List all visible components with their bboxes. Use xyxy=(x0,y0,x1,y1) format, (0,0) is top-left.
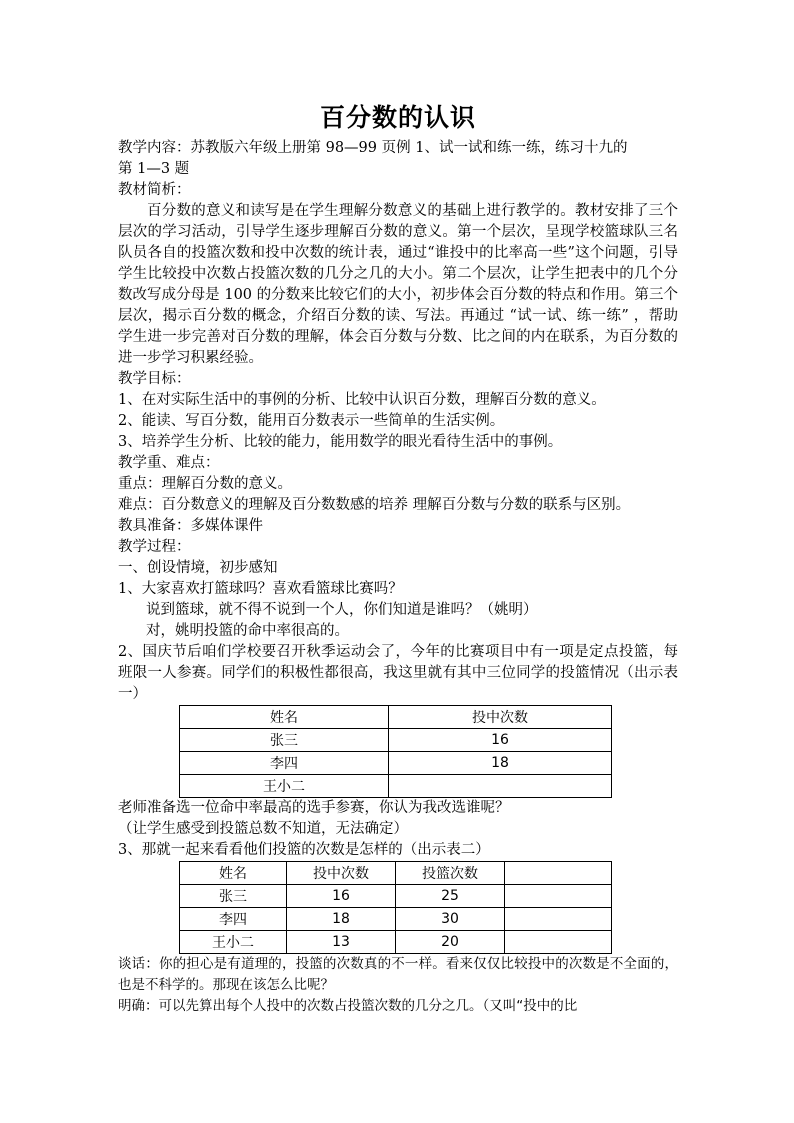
step-detail: 说到篮球，就不得不说到一个人，你们知道是谁吗？（姚明） xyxy=(146,602,538,618)
table-cell: 16 xyxy=(287,885,396,908)
header-cell: 投中次数 xyxy=(389,706,612,729)
goal-item: 3、培养学生分析、比较的能力，能用数学的眼光看待生活中的事例。 xyxy=(118,434,563,450)
table-header-row xyxy=(180,706,612,729)
table-header-row xyxy=(180,862,612,885)
table-cell: 20 xyxy=(396,931,505,954)
table-row xyxy=(180,931,612,954)
table-cell xyxy=(505,908,612,931)
step-item: 1、大家喜欢打篮球吗？喜欢看篮球比赛吗？ xyxy=(118,581,403,597)
section-heading: 一、创设情境，初步感知 xyxy=(118,560,278,576)
header-cell: 姓名 xyxy=(180,706,389,729)
table-cell: 13 xyxy=(287,931,396,954)
table-row xyxy=(180,729,612,752)
table-cell: 25 xyxy=(396,885,505,908)
table-cell: 王小二 xyxy=(180,775,389,798)
table-one xyxy=(179,705,612,798)
header-cell: 姓名 xyxy=(180,862,287,885)
table-two xyxy=(179,861,612,954)
table-row xyxy=(180,908,612,931)
talk-paragraph: 谈话：你的担心是有道理的，投篮的次数真的不一样。看来仅仅比较投中的次数是不全面的，也是不科学的。那现在该怎么比呢？ xyxy=(118,956,678,993)
table-cell xyxy=(505,885,612,908)
table-cell: 30 xyxy=(396,908,505,931)
table-cell: 张三 xyxy=(180,885,287,908)
analysis-paragraph: 百分数的意义和读写是在学生理解分数意义的基础上进行教学的。教材安排了三个层次的学习活动，引导学生逐步理解百分数的意义。第一个层次，呈现学校篮球队三名队员各自的投篮次数和投中次数的统计表，通过“谁投中的比率高一些”这个问题，引导学生比较投中次数占投篮次数的几分之几的大小。第二个层次，让学生把表中的几个分数改写成分母是 100 的分数来比较它们的大小，初步体会百分数的特点和作用。第三个层次，揭示百分数的概念，介绍百分数的读、写法。再通过 “试一试、练一练” ，帮助学生进一步完善对百分数的理解，体会百分数与分数、比之间的内在联系，为百分数的进一步学习积累经验。 xyxy=(118,203,678,366)
step-item: 2、国庆节后咱们学校要召开秋季运动会了，今年的比赛项目中有一项是定点投篮，每班限一人参赛。同学们的积极性都很高，我这里就有其中三位同学的投篮情况（出示表一） xyxy=(118,644,678,702)
difficulty: 难点：百分数意义的理解及百分数数感的培养 理解百分数与分数的联系与区别。 xyxy=(118,497,631,513)
teacher-note: （让学生感受到投篮总数不知道，无法确定） xyxy=(118,821,408,837)
table-cell: 王小二 xyxy=(180,931,287,954)
header-cell xyxy=(505,862,612,885)
table-cell: 李四 xyxy=(180,908,287,931)
table-cell: 李四 xyxy=(180,752,389,775)
process-heading: 教学过程： xyxy=(118,539,191,555)
table-cell: 张三 xyxy=(180,729,389,752)
key-point: 重点：理解百分数的意义。 xyxy=(118,476,292,492)
header-cell: 投篮次数 xyxy=(396,862,505,885)
step-detail: 对，姚明投篮的命中率很高的。 xyxy=(146,623,349,639)
materials: 教具准备：多媒体课件 xyxy=(118,518,263,534)
table-row xyxy=(180,752,612,775)
content-line-cont: 第 1—3 题 xyxy=(118,161,190,177)
table-cell: 18 xyxy=(287,908,396,931)
table-row xyxy=(180,775,612,798)
step-item: 3、那就一起来看看他们投篮的次数是怎样的（出示表二） xyxy=(118,842,490,858)
analysis-heading: 教材简析： xyxy=(118,182,191,198)
table-cell: 16 xyxy=(389,729,612,752)
goal-item: 1、在对实际生活中的事例的分析、比较中认识百分数，理解百分数的意义。 xyxy=(118,392,606,408)
table-row xyxy=(180,885,612,908)
goals-heading: 教学目标： xyxy=(118,371,191,387)
table-cell: 18 xyxy=(389,752,612,775)
table-cell xyxy=(505,931,612,954)
table-cell xyxy=(389,775,612,798)
content-line: 教学内容：苏教版六年级上册第 98—99 页例 1、试一试和练一练，练习十九的 xyxy=(118,140,628,156)
key-heading: 教学重、难点： xyxy=(118,455,220,471)
teacher-question: 老师准备选一位命中率最高的选手参赛，你认为我改选谁呢？ xyxy=(118,800,510,816)
header-cell: 投中次数 xyxy=(287,862,396,885)
page-title: 百分数的认识 xyxy=(319,103,476,132)
clarify-line: 明确：可以先算出每个人投中的次数占投篮次数的几分之几。（又叫“投中的比 xyxy=(118,998,578,1014)
document-page xyxy=(118,98,678,1017)
goal-item: 2、能读、写百分数，能用百分数表示一些简单的生活实例。 xyxy=(118,413,505,429)
